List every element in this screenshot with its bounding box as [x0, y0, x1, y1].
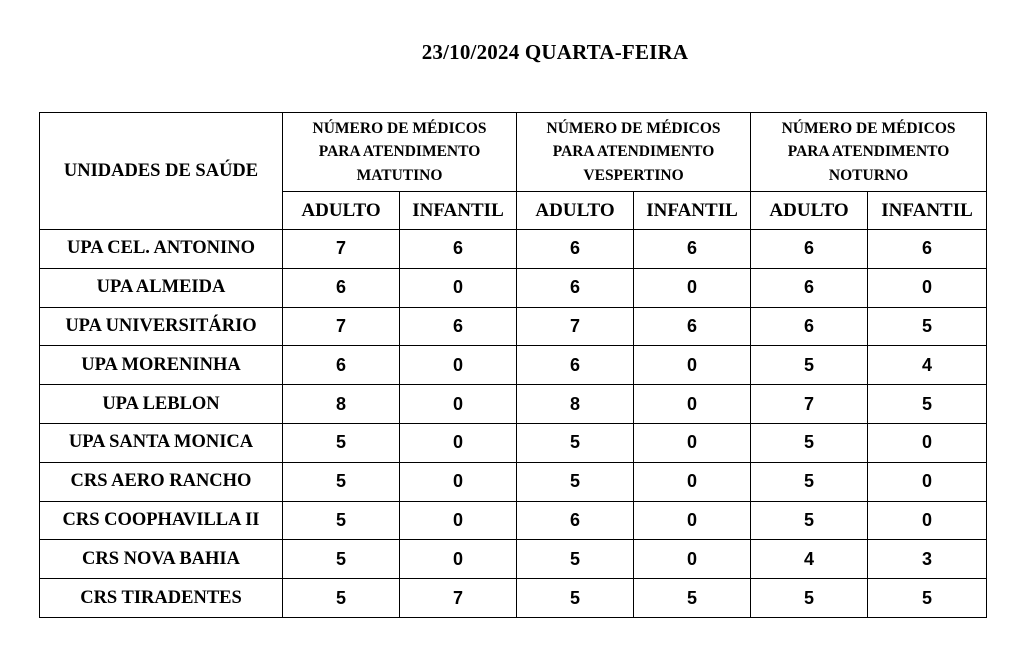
value-cell-child-morning: 0	[400, 268, 517, 307]
value-cell-adult-afternoon: 5	[517, 540, 634, 579]
value-cell-child-night: 5	[868, 307, 987, 346]
value-cell-adult-afternoon: 5	[517, 462, 634, 501]
table-row	[40, 230, 987, 269]
group-header-line: NÚMERO DE MÉDICOS	[781, 119, 956, 137]
doctors-schedule-table	[39, 112, 987, 618]
value-cell-child-morning: 0	[400, 462, 517, 501]
value-cell-adult-afternoon: 8	[517, 385, 634, 424]
value-cell-adult-night: 6	[751, 230, 868, 269]
value-cell-child-afternoon: 0	[634, 501, 751, 540]
value-cell-child-afternoon: 0	[634, 462, 751, 501]
unit-name-cell: CRS COOPHAVILLA II	[40, 501, 283, 540]
subheader-child-afternoon: INFANTIL	[634, 192, 751, 230]
value-cell-adult-afternoon: 6	[517, 501, 634, 540]
subheader-adult-morning: ADULTO	[283, 192, 400, 230]
value-cell-child-morning: 0	[400, 423, 517, 462]
value-cell-child-night: 0	[868, 423, 987, 462]
table-body	[40, 230, 987, 618]
group-header-line: PARA ATENDIMENTO	[318, 143, 481, 161]
unit-name-cell: UPA LEBLON	[40, 385, 283, 424]
table-row	[40, 540, 987, 579]
value-cell-adult-night: 4	[751, 540, 868, 579]
value-cell-child-afternoon: 0	[634, 540, 751, 579]
table-row	[40, 268, 987, 307]
group-header-line: VESPERTINO	[583, 166, 684, 184]
table-row	[40, 346, 987, 385]
unit-name-cell: CRS TIRADENTES	[40, 579, 283, 618]
value-cell-child-afternoon: 0	[634, 423, 751, 462]
table-row	[40, 385, 987, 424]
value-cell-adult-morning: 5	[283, 501, 400, 540]
value-cell-adult-night: 5	[751, 423, 868, 462]
table-row	[40, 307, 987, 346]
group-header-line: PARA ATENDIMENTO	[787, 143, 950, 161]
value-cell-adult-morning: 6	[283, 268, 400, 307]
unit-name-cell: UPA CEL. ANTONINO	[40, 230, 283, 269]
subheader-adult-afternoon: ADULTO	[517, 192, 634, 230]
value-cell-adult-afternoon: 5	[517, 579, 634, 618]
value-cell-child-night: 5	[868, 579, 987, 618]
value-cell-adult-afternoon: 6	[517, 268, 634, 307]
unit-name-cell: UPA SANTA MONICA	[40, 423, 283, 462]
subheader-adult-night: ADULTO	[751, 192, 868, 230]
table-row	[40, 462, 987, 501]
page-title: 23/10/2024 QUARTA-FEIRA	[421, 40, 689, 64]
value-cell-child-afternoon: 5	[634, 579, 751, 618]
group-header-line: NÚMERO DE MÉDICOS	[546, 119, 721, 137]
value-cell-child-night: 0	[868, 268, 987, 307]
value-cell-child-afternoon: 6	[634, 307, 751, 346]
unit-name-cell: CRS NOVA BAHIA	[40, 540, 283, 579]
value-cell-adult-morning: 5	[283, 423, 400, 462]
value-cell-adult-afternoon: 6	[517, 230, 634, 269]
value-cell-child-afternoon: 0	[634, 346, 751, 385]
group-header-line: MATUTINO	[356, 166, 443, 184]
value-cell-adult-morning: 5	[283, 462, 400, 501]
value-cell-adult-morning: 7	[283, 230, 400, 269]
value-cell-adult-night: 5	[751, 346, 868, 385]
value-cell-adult-night: 5	[751, 462, 868, 501]
value-cell-child-morning: 6	[400, 307, 517, 346]
value-cell-child-afternoon: 0	[634, 268, 751, 307]
unit-name-cell: UPA UNIVERSITÁRIO	[40, 307, 283, 346]
group-header-line: NÚMERO DE MÉDICOS	[312, 119, 487, 137]
unit-name-cell: UPA ALMEIDA	[40, 268, 283, 307]
value-cell-child-night: 6	[868, 230, 987, 269]
value-cell-child-afternoon: 6	[634, 230, 751, 269]
group-header-line: NOTURNO	[828, 166, 909, 184]
table-row	[40, 501, 987, 540]
group-header-morning	[283, 113, 517, 192]
unit-name-cell: CRS AERO RANCHO	[40, 462, 283, 501]
value-cell-adult-morning: 7	[283, 307, 400, 346]
value-cell-adult-night: 6	[751, 268, 868, 307]
value-cell-adult-night: 5	[751, 501, 868, 540]
table-row	[40, 579, 987, 618]
value-cell-child-night: 0	[868, 462, 987, 501]
group-header-line: PARA ATENDIMENTO	[552, 143, 715, 161]
value-cell-adult-night: 5	[751, 579, 868, 618]
value-cell-child-morning: 0	[400, 385, 517, 424]
group-header-afternoon	[517, 113, 751, 192]
value-cell-child-morning: 0	[400, 540, 517, 579]
table-row	[40, 423, 987, 462]
units-column-header: UNIDADES DE SAÚDE	[40, 113, 283, 230]
value-cell-child-morning: 6	[400, 230, 517, 269]
value-cell-adult-morning: 8	[283, 385, 400, 424]
value-cell-child-afternoon: 0	[634, 385, 751, 424]
value-cell-adult-afternoon: 6	[517, 346, 634, 385]
value-cell-adult-morning: 6	[283, 346, 400, 385]
value-cell-adult-afternoon: 5	[517, 423, 634, 462]
value-cell-child-night: 5	[868, 385, 987, 424]
value-cell-adult-night: 6	[751, 307, 868, 346]
value-cell-child-morning: 0	[400, 346, 517, 385]
subheader-child-morning: INFANTIL	[400, 192, 517, 230]
group-header-night	[751, 113, 987, 192]
value-cell-child-morning: 7	[400, 579, 517, 618]
unit-name-cell: UPA MORENINHA	[40, 346, 283, 385]
value-cell-child-night: 0	[868, 501, 987, 540]
value-cell-child-morning: 0	[400, 501, 517, 540]
value-cell-adult-morning: 5	[283, 579, 400, 618]
value-cell-adult-night: 7	[751, 385, 868, 424]
subheader-child-night: INFANTIL	[868, 192, 987, 230]
header-row-groups	[40, 113, 987, 192]
value-cell-child-night: 4	[868, 346, 987, 385]
value-cell-child-night: 3	[868, 540, 987, 579]
value-cell-adult-afternoon: 7	[517, 307, 634, 346]
value-cell-adult-morning: 5	[283, 540, 400, 579]
